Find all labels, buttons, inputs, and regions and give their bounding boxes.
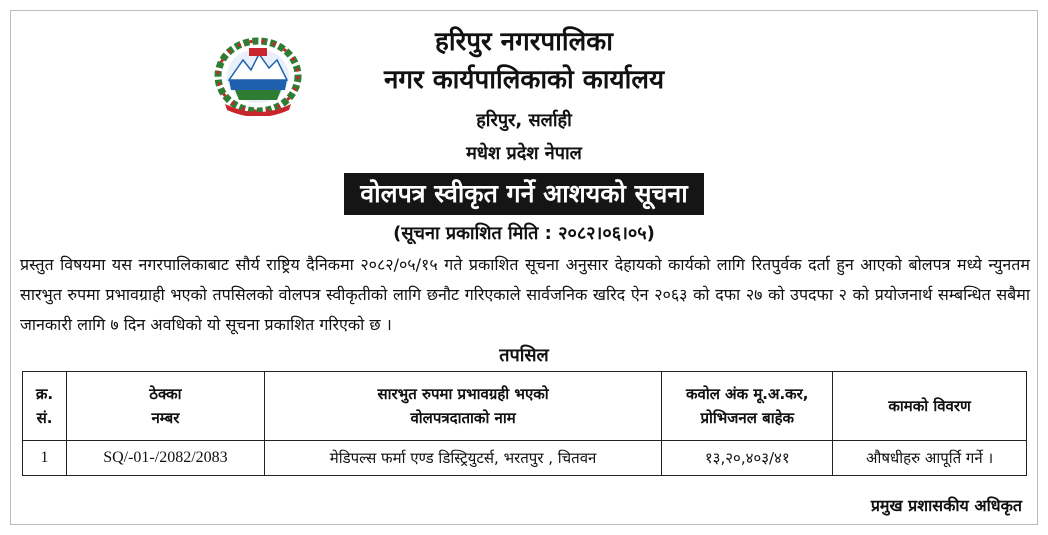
cell-serial: 1	[23, 441, 67, 476]
table-row	[23, 441, 1027, 476]
cell-bid-amount: १३,२०,४०३/४१	[662, 441, 833, 476]
notice-title: वोलपत्र स्वीकृत गर्ने आशयको सूचना	[344, 173, 704, 215]
office-location: हरिपुर, सर्लाही	[476, 110, 572, 131]
office-name: नगर कार्यपालिकाको कार्यालय	[383, 65, 665, 95]
cell-work-description: औषधीहरु आपूर्ति गर्ने ।	[833, 441, 1027, 476]
cell-bidder-name: मेडिपल्स फर्मा एण्ड डिस्ट्रियुटर्स, भरतपुर , चितवन	[264, 441, 661, 476]
cell-contract-number: SQ/-01-/2082/2083	[66, 441, 264, 476]
table-caption: तपसिल	[499, 345, 549, 366]
header-bidder-name: सारभुत रुपमा प्रभावग्रही भएको वोलपत्रदाताको नाम	[264, 372, 661, 441]
signatory: प्रमुख प्रशासकीय अधिकृत	[870, 496, 1022, 515]
municipality-name: हरिपुर नगरपालिका	[435, 27, 613, 57]
header-bid-amount: कवोल अंक मू.अ.कर, प्रोभिजनल बाहेक	[662, 372, 833, 441]
publication-date: (सूचना प्रकाशित मिति : २०८२।०६।०५)	[393, 223, 655, 244]
table-header-row	[23, 372, 1027, 441]
header-contract-number: ठेक्का नम्बर	[66, 372, 264, 441]
notice-body: प्रस्तुत विषयमा यस नगरपालिकाबाट सौर्य राष्ट्रिय दैनिकमा २०८२/०५/१५ गते प्रकाशित सूचना अनुसार देहायको कार्यको लागि रितपुर्वक दर्ता हुन आएको बोलपत्र मध्ये न्युनतम सारभुत रुपमा प्रभावग्राही भएको तपसिलको वोलपत्र स्वीकृतीको लागि छनौट गरिएकाले सार्वजनिक खरिद ऐन २०६३ को दफा २७ को उपदफा २ को प्रयोजनार्थ सम्बन्धित सबैमा जानकारी लागि ७ दिन अवधिको यो सूचना प्रकाशित गरिएको छ ।	[20, 255, 1030, 334]
tender-table	[22, 371, 1027, 476]
header-work-description: कामको विवरण	[833, 372, 1027, 441]
header-serial: क्र. सं.	[23, 372, 67, 441]
province-name: मधेश प्रदेश नेपाल	[466, 143, 582, 164]
